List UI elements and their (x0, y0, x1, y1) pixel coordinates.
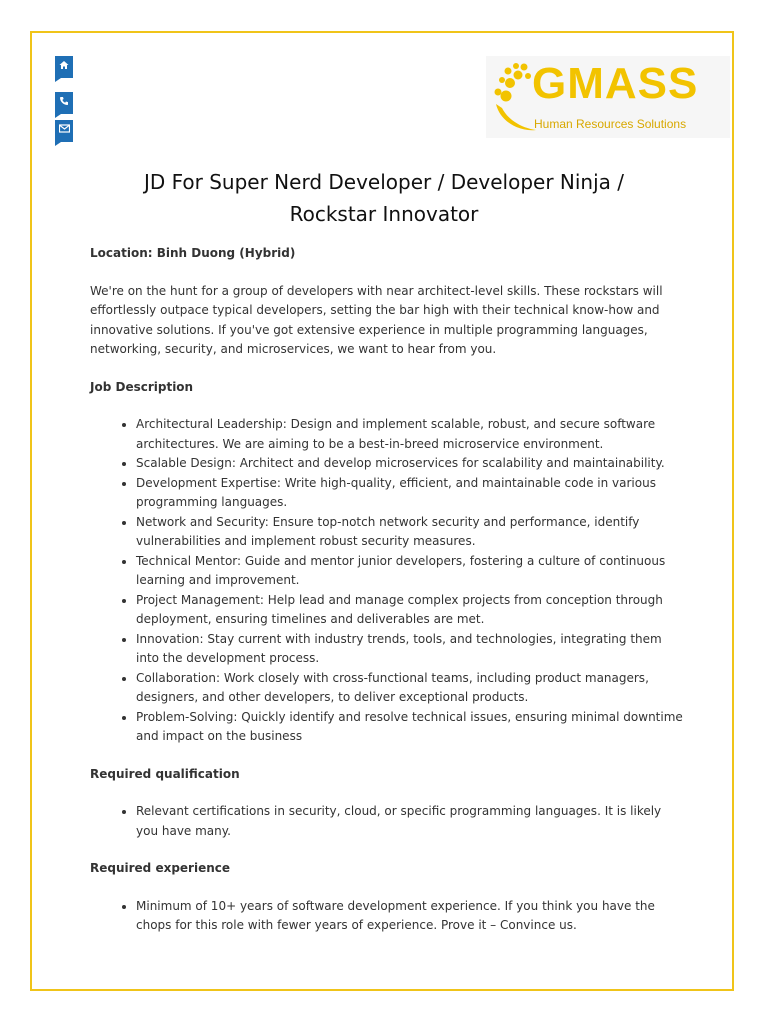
title-line-1: JD For Super Nerd Developer / Developer Ninja / (143, 170, 625, 194)
list-item: • Architectural Leadership: Design and implement scalable, robust, and secure software architectures. We are aiming to be a best-in-breed microservice environment. (136, 415, 686, 454)
document-title (90, 166, 678, 230)
intro-paragraph: We're on the hunt for a group of developers with near architect-level skills. These rockstars will effortlessly outpace typical developers, setting the bar high with their technical know-how and innovative solutions. If you've got extensive experience in multiple programming languages, networking, security, and microservices, we want to hear from you. (90, 283, 663, 356)
list-item: • Innovation: Stay current with industry trends, tools, and technologies, integrating them into the development process. (136, 630, 686, 669)
job-description-list (90, 415, 686, 747)
home-icon[interactable] (55, 56, 73, 78)
list-item: • Network and Security: Ensure top-notch network security and performance, identify vulnerabilities and implement robust security measures. (136, 513, 686, 552)
required-qualification-heading: Required qualification (90, 766, 240, 781)
job-description-heading: Job Description (90, 379, 194, 394)
list-item: • Relevant certifications in security, cloud, or specific programming languages. It is likely you have many. (136, 802, 686, 841)
mail-icon[interactable] (55, 120, 73, 142)
list-item: • Development Expertise: Write high-quality, efficient, and maintainable code in various programming languages. (136, 474, 686, 513)
logo-wordmark: GMASS (532, 59, 699, 108)
list-item: • Minimum of 10+ years of software development experience. If you think you have the chops for this role with fewer years of experience. Prove it – Convince us. (136, 897, 686, 936)
location-line: Location: Binh Duong (Hybrid) (90, 246, 296, 260)
logo-tagline: Human Resources Solutions (534, 117, 687, 131)
title-line-2: Rockstar Innovator (289, 202, 479, 226)
required-experience-list (90, 897, 686, 936)
document-body (90, 244, 686, 954)
list-item: • Technical Mentor: Guide and mentor junior developers, fostering a culture of continuous learning and improvement. (136, 552, 686, 591)
required-experience-heading: Required experience (90, 861, 231, 875)
list-item: • Scalable Design: Architect and develop microservices for scalability and maintainability. (136, 454, 686, 474)
list-item: • Collaboration: Work closely with cross-functional teams, including product managers, designers, and other developers, to deliver exceptional products. (136, 669, 686, 708)
logo-globe-icon (490, 58, 538, 134)
phone-icon[interactable] (55, 92, 73, 114)
list-item: • Problem-Solving: Quickly identify and resolve technical issues, ensuring minimal downtime and impact on the business (136, 708, 686, 747)
required-qualification-list (90, 802, 686, 841)
gmass-logo (486, 56, 730, 138)
list-item: • Project Management: Help lead and manage complex projects from conception through deployment, ensuring timelines and deliverables are met. (136, 591, 686, 630)
